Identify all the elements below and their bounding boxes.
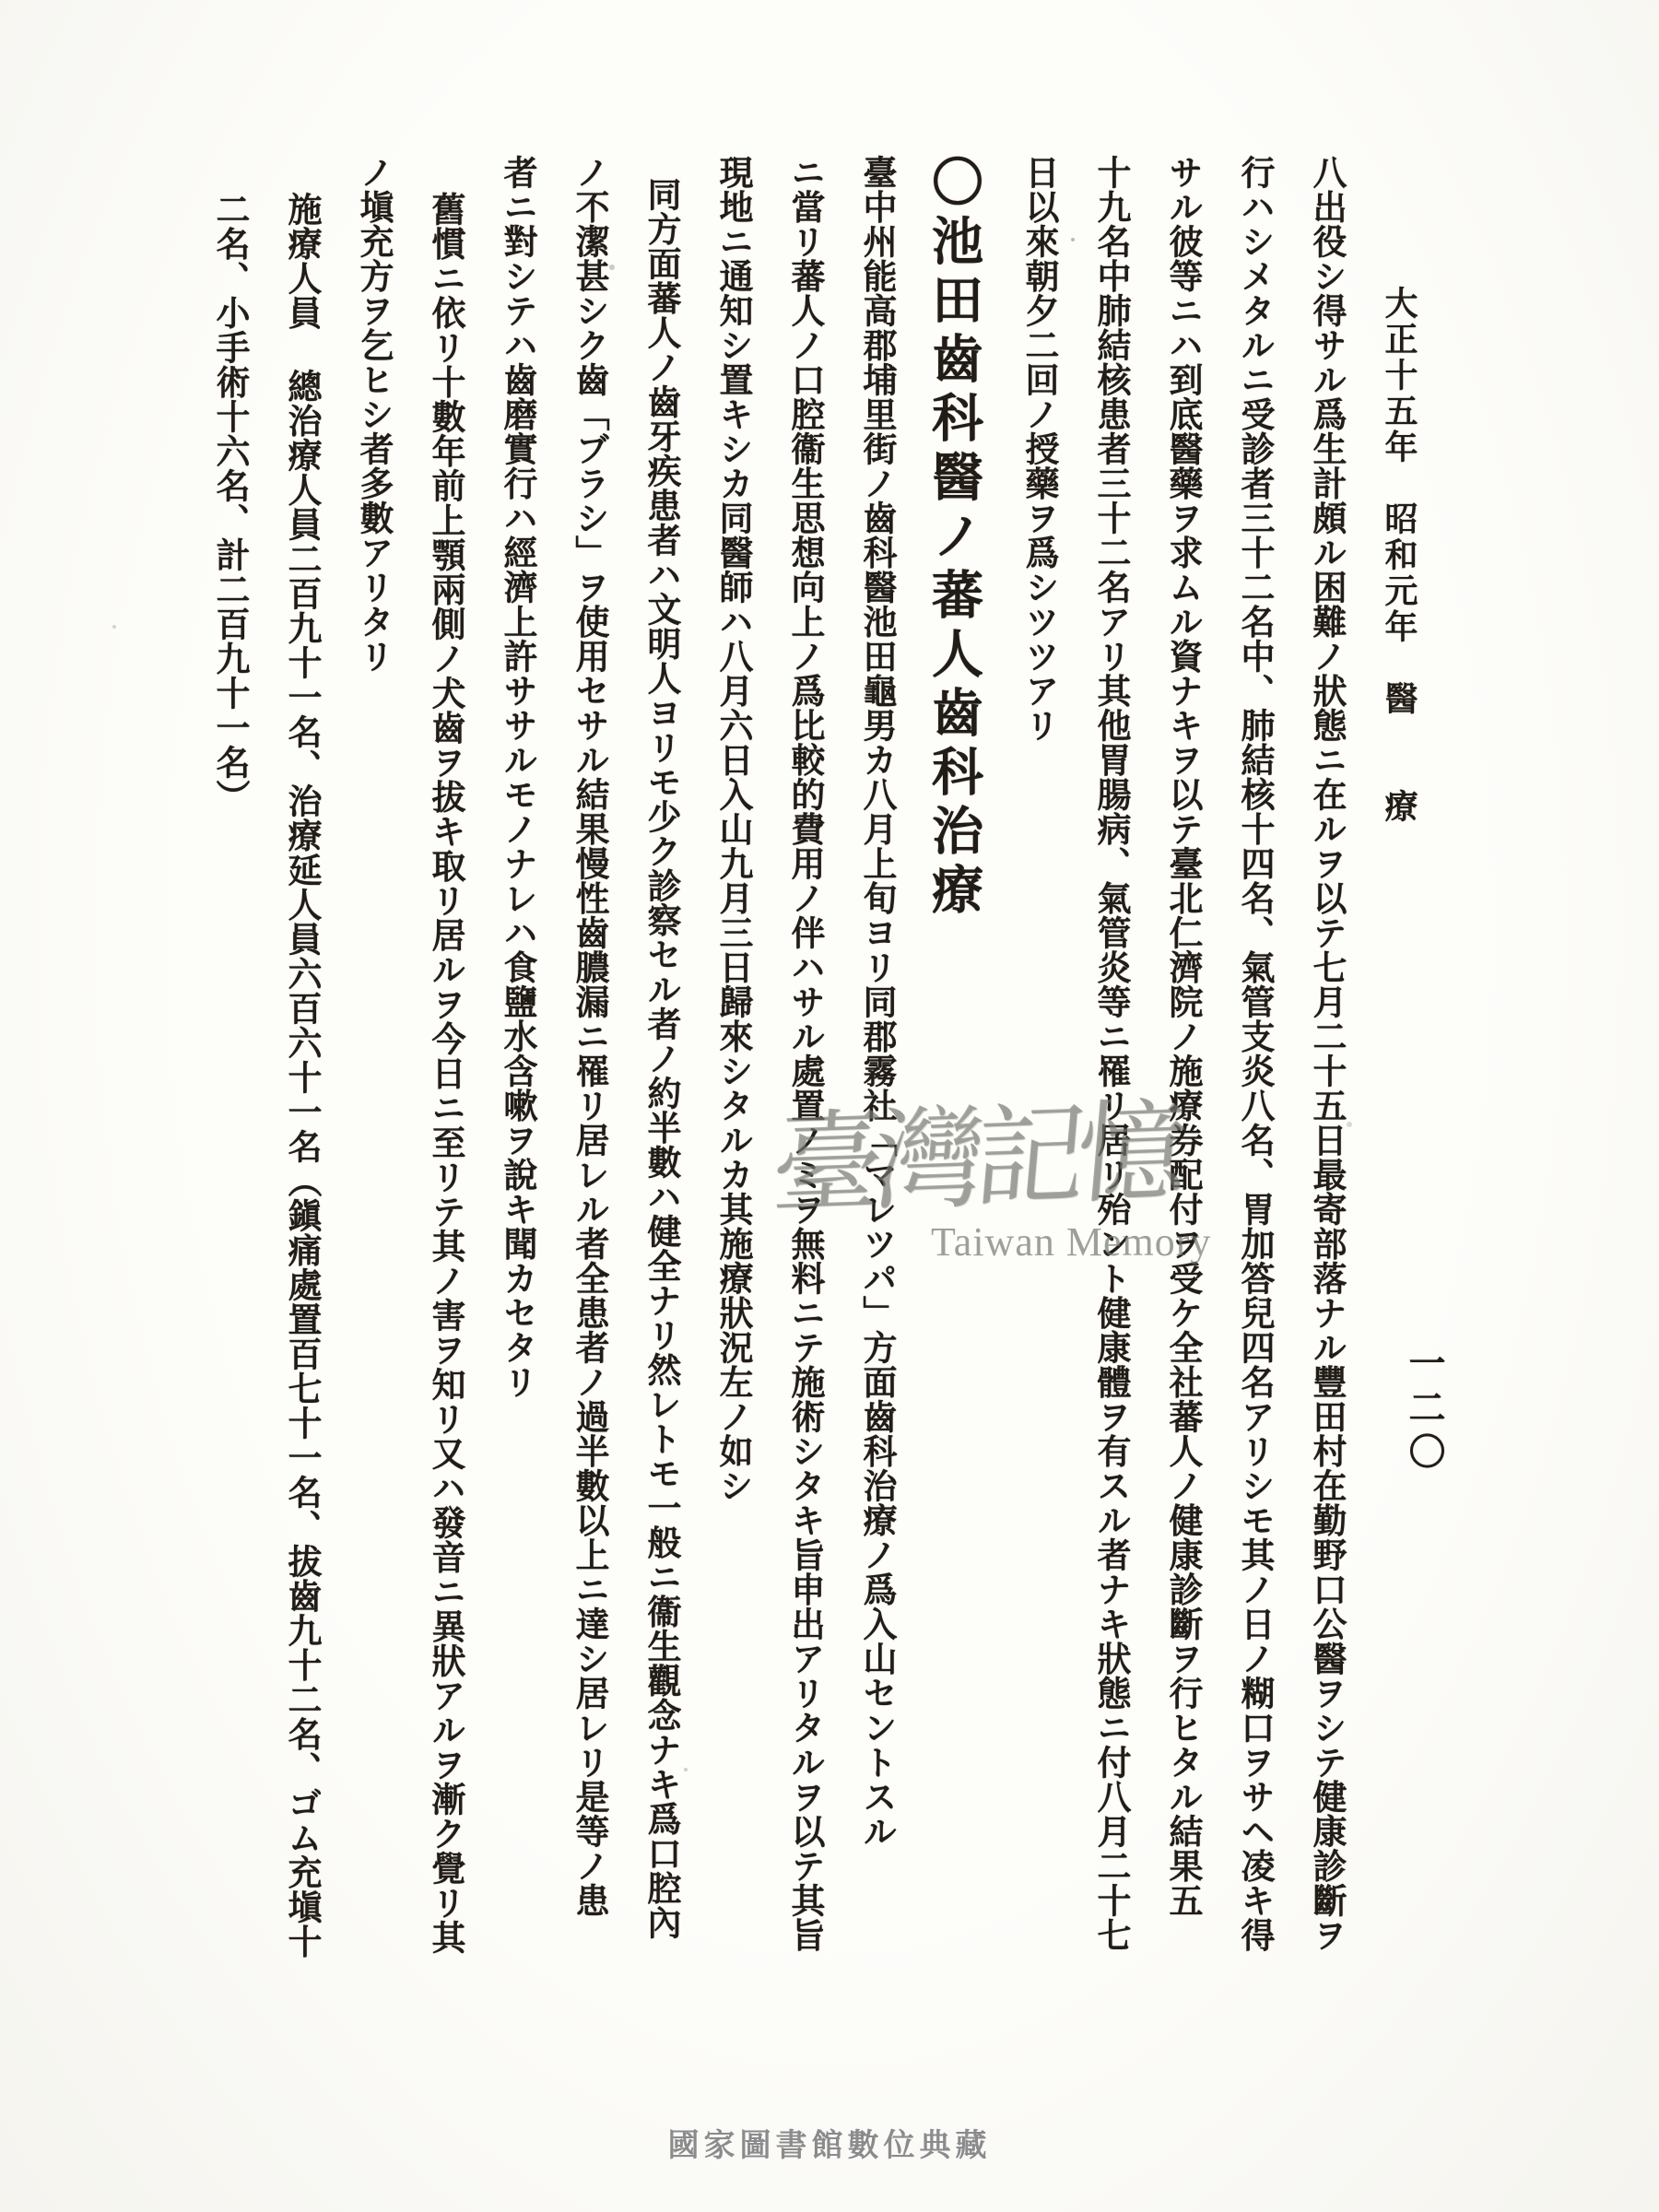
text-column: ノ塡充方ヲ乞ヒシ者多數アリタリ (354, 155, 394, 674)
watermark-subtitle: Taiwan Memory (931, 1219, 1212, 1265)
text-column: サル彼等ニハ到底醫藥ヲ求ムル資ナキヲ以テ臺北仁濟院ノ施療券配付ヲ受ケ全社蕃人ノ健康診斷ヲ行ヒタル結果五 (1163, 155, 1204, 1918)
text-column: ノ不潔甚シク齒「ブラシ」ヲ使用セサル結果慢性齒膿漏ニ罹リ居レル者全患者ノ過半數以上ニ達シ居レリ是等ノ患 (570, 155, 610, 1918)
stats-overflow-column: 二名、小手術十六名、計二百九十一名） (210, 192, 251, 814)
text-column: 舊慣ニ依リ十數年前上顎兩側ノ犬齒ヲ拔キ取リ居ルヲ今日ニ至リテ其ノ害ヲ知リ又ハ發音ニ異狀アルヲ漸ク覺リ其 (426, 192, 466, 1955)
stats-text: 總治療人員二百九十一名、治療延人員六百六十一名（鎭痛處置百七十一名、拔齒九十二名、ゴム充塡十 (282, 369, 323, 1959)
text-column: 十九名中肺結核患者三十二名アリ其他胃腸病、氣管炎等ニ罹リ居リ殆ント健康體ヲ有スル者ナキ狀態ニ付八月二十七 (1091, 155, 1132, 1952)
edition-header: 大正十五年 昭和元年 醫 療 (1380, 286, 1418, 825)
taiwan-memory-watermark: 臺灣記憶 (767, 1088, 1184, 1230)
text-column: 現地ニ通知シ置キシカ同醫師ハ八月六日入山九月三日歸來シタルカ其施療狀況左ノ如シ (713, 155, 754, 1503)
text-column: 臺中州能高郡埔里街ノ齒科醫池田龜男カ八月上旬ヨリ同郡霧社「マレツパ」方面齒科治療ノ爲入山セントスル (857, 155, 898, 1849)
section-heading: 〇池田齒科醫ノ蕃人齒科治療 (924, 155, 984, 922)
text-column: 同方面蕃人ノ齒牙疾患者ハ文明人ヨリモ少ク診察セル者ノ約半數ハ健全ナリ然レトモ一般ニ衞生觀念ナキ爲口腔內 (641, 177, 682, 1940)
scan-artifacts (1071, 238, 1075, 241)
text-column: 日以來朝夕二回ノ授藥ヲ爲シツツアリ (1019, 155, 1060, 743)
page-number: 一二〇 (1403, 1344, 1446, 1477)
text-column: ニ當リ蕃人ノ口腔衞生思想向上ノ爲比較的費用ノ伴ハサル處置ノミヲ無料ニテ施術シタキ旨申出アリタルヲ以テ其旨 (785, 155, 826, 1952)
library-footer: 國家圖書館數位典藏 (667, 2127, 992, 2164)
text-column: 八出役シ得サル爲生計頗ル困難ノ狀態ニ在ルヲ以テ七月二十五日最寄部落ナル豐田村在勤野口公醫ヲシテ健康診斷ヲ (1307, 155, 1347, 1952)
stats-label: 施療人員 (282, 192, 323, 330)
article-body (179, 155, 1347, 1959)
text-column: 者ニ對シテハ齒磨實行ハ經濟上許ササルモノナレハ食鹽水含嗽ヲ說キ聞カセタリ (498, 155, 538, 1399)
text-column: 行ハシメタルニ受診者三十二名中、肺結核十四名、氣管支炎八名、胃加答兒四名アリシモ其ノ日ノ糊口ヲサヘ凌キ得 (1235, 155, 1276, 1952)
stats-column (282, 155, 323, 1959)
